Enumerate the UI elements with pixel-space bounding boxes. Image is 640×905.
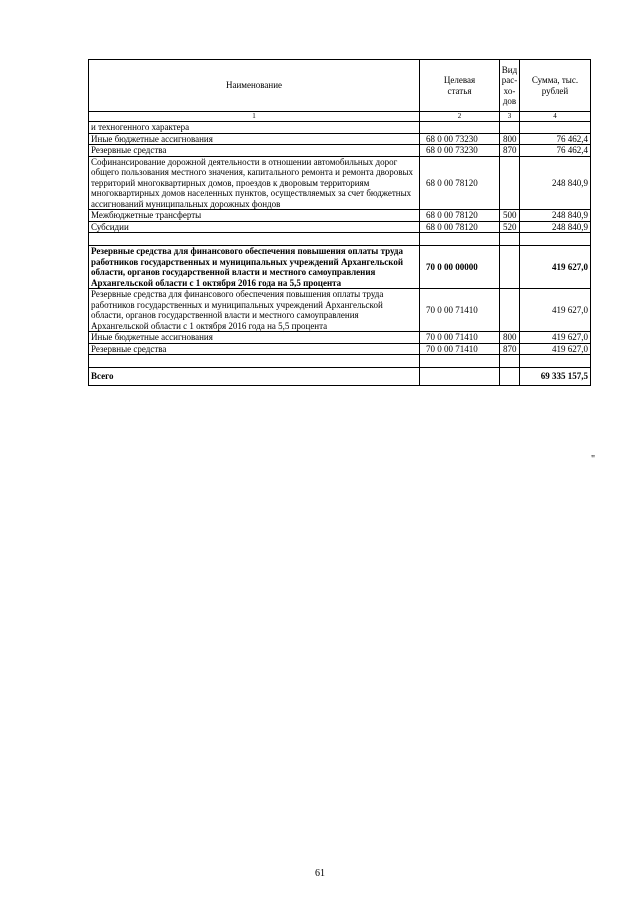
- row-code: 70 0 00 71410: [420, 332, 500, 344]
- column-number-4: 4: [520, 112, 591, 122]
- row-code: 68 0 00 73230: [420, 145, 500, 157]
- header-sum: Сумма, тыс. рублей: [520, 60, 591, 112]
- table-row: [89, 332, 591, 344]
- row-code: 68 0 00 73230: [420, 133, 500, 145]
- row-name: Резервные средства: [89, 343, 420, 355]
- row-sum: 248 840,9: [520, 156, 591, 210]
- row-name: и техногенного характера: [89, 122, 420, 134]
- row-code: 68 0 00 78120: [420, 210, 500, 222]
- closing-quote: ": [591, 454, 596, 465]
- row-kind: 520: [500, 221, 520, 233]
- table-row: [89, 343, 591, 355]
- table-row: [89, 133, 591, 145]
- table-row: [89, 122, 591, 134]
- row-code: 68 0 00 78120: [420, 156, 500, 210]
- column-number-1: 1: [89, 112, 420, 122]
- spacer-row: [89, 355, 591, 368]
- row-kind: 800: [500, 332, 520, 344]
- row-name: Резервные средства для финансового обеспечения повышения оплаты труда работников государственных и муниципальных учреждений Архангельской области, органов государственной власти и местного самоуправления Архангельской области с 1 октября 2016 года на 5,5 процента: [89, 289, 420, 332]
- table-row: [89, 210, 591, 222]
- row-kind: [500, 289, 520, 332]
- row-code: [420, 122, 500, 134]
- header-name: Наименование: [89, 60, 420, 112]
- row-sum: 419 627,0: [520, 332, 591, 344]
- row-name: Иные бюджетные ассигнования: [89, 332, 420, 344]
- row-sum: 76 462,4: [520, 133, 591, 145]
- table-row: [89, 246, 591, 289]
- row-code: 68 0 00 78120: [420, 221, 500, 233]
- row-sum: 419 627,0: [520, 246, 591, 289]
- header-kind: Вид рас-хо-дов: [500, 60, 520, 112]
- row-name: Резервные средства: [89, 145, 420, 157]
- row-kind: 800: [500, 133, 520, 145]
- spacer-row: [89, 233, 591, 246]
- row-kind: [500, 246, 520, 289]
- total-label: Всего: [89, 368, 420, 386]
- row-sum: 419 627,0: [520, 289, 591, 332]
- row-name: Резервные средства для финансового обеспечения повышения оплаты труда работников государственных и муниципальных учреждений Архангельской области, органов государственной власти и местного самоуправления Архангельской области с 1 октября 2016 года на 5,5 процента: [89, 246, 420, 289]
- row-sum: 419 627,0: [520, 343, 591, 355]
- row-name: Субсидии: [89, 221, 420, 233]
- table-row: [89, 145, 591, 157]
- row-sum: [520, 122, 591, 134]
- table-row: [89, 221, 591, 233]
- table-row: [89, 289, 591, 332]
- row-kind: [500, 156, 520, 210]
- row-code: 70 0 00 00000: [420, 246, 500, 289]
- row-name: Межбюджетные трансферты: [89, 210, 420, 222]
- column-number-2: 2: [420, 112, 500, 122]
- header-code: Целевая статья: [420, 60, 500, 112]
- row-kind: 870: [500, 343, 520, 355]
- table-row: [89, 156, 591, 210]
- row-sum: 248 840,9: [520, 210, 591, 222]
- page-number: 61: [315, 868, 325, 879]
- row-kind: 500: [500, 210, 520, 222]
- row-kind: [500, 122, 520, 134]
- column-number-3: 3: [500, 112, 520, 122]
- row-sum: 76 462,4: [520, 145, 591, 157]
- column-number-row: [89, 112, 591, 122]
- row-name: Софинансирование дорожной деятельности в отношении автомобильных дорог общего пользования местного значения, капитального ремонта и ремонта дворовых территорий многоквартирных домов, проездов к дворовым территориям многоквартирных домов населенных пунктов, осуществляемых за счет бюджетных ассигнований муниципальных дорожных фондов: [89, 156, 420, 210]
- total-sum: 69 335 157,5: [520, 368, 591, 386]
- row-code: 70 0 00 71410: [420, 289, 500, 332]
- header-row: [89, 60, 591, 112]
- budget-table: [88, 59, 591, 386]
- row-name: Иные бюджетные ассигнования: [89, 133, 420, 145]
- row-code: 70 0 00 71410: [420, 343, 500, 355]
- total-row: [89, 368, 591, 386]
- row-kind: 870: [500, 145, 520, 157]
- row-sum: 248 840,9: [520, 221, 591, 233]
